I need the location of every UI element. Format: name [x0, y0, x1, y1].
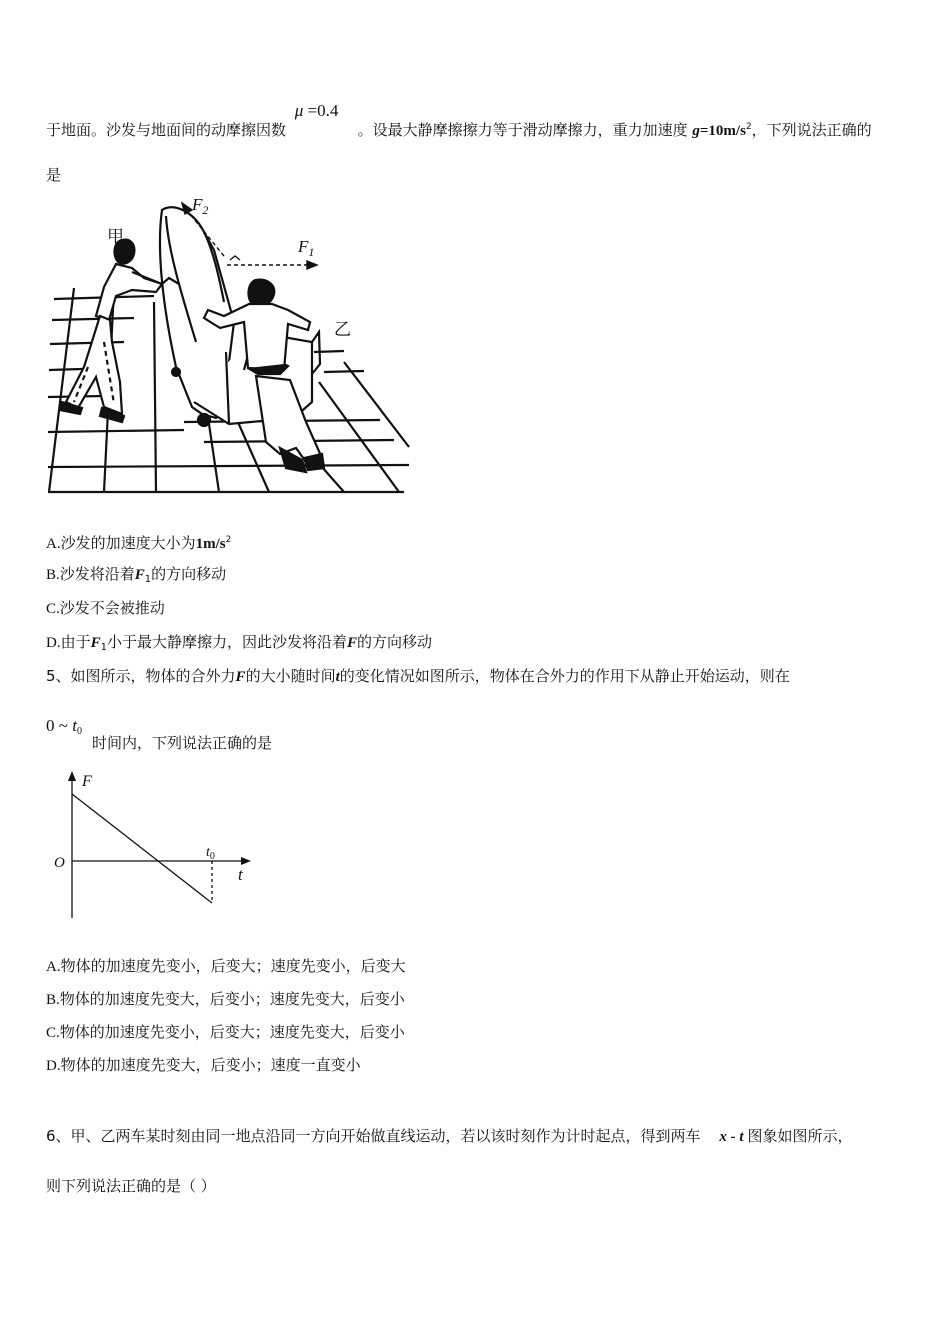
mu-value: =0.4	[303, 101, 339, 120]
range-t: t	[72, 716, 77, 735]
q5-stem-line2: 0 ~ $t_0$ 时间内，下列说法正确的是	[46, 716, 273, 752]
graph-y-label: F	[82, 773, 92, 790]
label-F2-sub: 2	[202, 203, 209, 217]
label-F1-sub: 1	[308, 245, 315, 259]
graph-t0-label: t	[206, 845, 210, 860]
q4-stem-text-a: 于地面。沙发与地面间的动摩擦因数	[46, 121, 287, 139]
svg-text:t0	[206, 845, 215, 862]
svg-text:F1	[297, 237, 314, 259]
svg-text:F2	[191, 195, 208, 217]
q6-stem-line2: 则下列说法正确的是（ ）	[46, 1177, 216, 1195]
q4-option-d: D.由于$F_1$小于最大静摩擦力，因此沙发将沿着F的方向移动	[46, 633, 433, 653]
range-zero: 0 ~	[46, 716, 73, 735]
q4-stem-text-b: 。设最大静摩擦擦力等于滑动摩擦力，重力加速度	[357, 121, 688, 139]
graph-origin: O	[54, 855, 65, 871]
q5-stem-line1: 5、如图所示，物体的合外力F的大小随时间t的变化情况如图所示，物体在合外力的作用下从静止开始运动，则在	[46, 667, 790, 685]
graph-x-label: t	[238, 865, 243, 884]
g-variable: g	[692, 123, 700, 139]
graph-t0-sub: 0	[209, 851, 215, 862]
q5-option-d: D.物体的加速度先变大，后变小；速度一直变小	[46, 1056, 361, 1074]
q4-option-b: B.沙发将沿着$F_1$的方向移动	[46, 565, 227, 585]
q4-option-c: C.沙发不会被推动	[46, 599, 165, 617]
q6-stem-line1: 6、甲、乙两车某时刻由同一地点沿同一方向开始做直线运动，若以该时刻作为计时起点，得到两车 x - t 图象如图所示，	[46, 1127, 853, 1145]
force-time-graph	[46, 768, 256, 924]
sofa-push-figure	[44, 192, 414, 504]
g-value: =10m/s	[699, 123, 746, 139]
q5-option-b: B.物体的加速度先变大，后变小；速度先变大，后变小	[46, 990, 405, 1008]
q5-option-c: C.物体的加速度先变小，后变大；速度先变大，后变小	[46, 1023, 405, 1041]
label-yi: 乙	[334, 320, 351, 339]
label-F2: F	[192, 195, 203, 214]
xt-label: x - t	[719, 1129, 744, 1145]
range-sub: 0	[76, 726, 82, 737]
q4-stem-line2: 是	[46, 166, 62, 184]
q5-option-a: A.物体的加速度先变小，后变大；速度先变小，后变大	[46, 957, 406, 975]
label-jia: 甲	[107, 227, 124, 246]
q4-stem-line1	[46, 101, 872, 141]
g-exponent: 2	[745, 122, 752, 132]
mu-symbol: μ	[294, 101, 304, 120]
q4-stem-text-c: ，下列说法正确的	[751, 121, 872, 139]
label-F1: F	[298, 237, 309, 256]
q4-option-a: A.沙发的加速度大小为$1m/s^2$	[46, 534, 232, 552]
